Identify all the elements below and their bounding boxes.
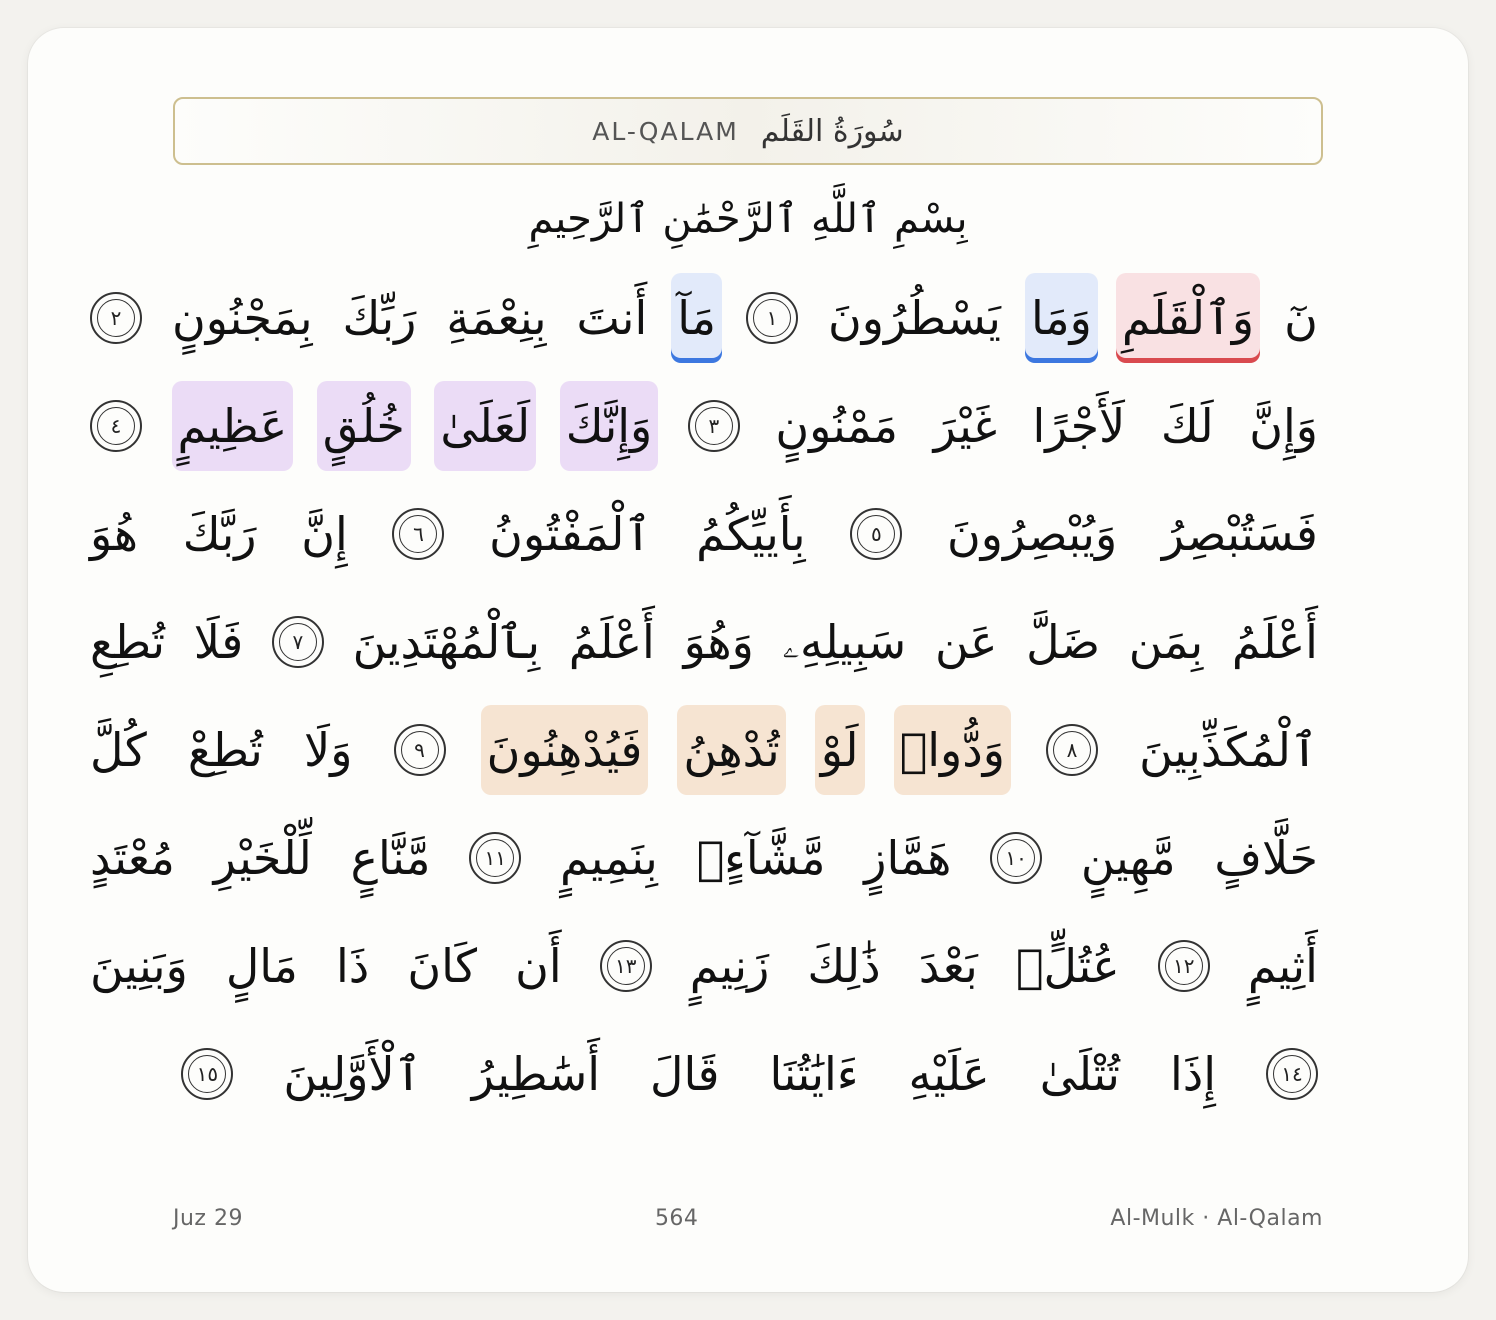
- highlighted-word[interactable]: وَمَا: [1025, 273, 1098, 364]
- quran-word[interactable]: ٱلْمَفْتُونُ: [489, 506, 652, 561]
- quran-word[interactable]: مَمْنُونٍ: [775, 398, 899, 453]
- verse-line: [84, 804, 1324, 912]
- quran-word[interactable]: أَعْلَمُ: [568, 614, 655, 669]
- mushaf-page: [28, 28, 1468, 1292]
- quran-word[interactable]: بِنَمِيمٍ: [560, 830, 658, 885]
- quran-word[interactable]: إِذَا: [1169, 1046, 1216, 1101]
- quran-word[interactable]: بَعْدَ: [918, 938, 978, 993]
- page-footer: [173, 1206, 1323, 1231]
- highlighted-word[interactable]: وَدُّوا۟: [894, 705, 1011, 796]
- quran-word[interactable]: كَانَ: [407, 938, 478, 993]
- quran-word[interactable]: رَبَّكَ: [182, 506, 257, 561]
- quran-word[interactable]: حَلَّافٍ: [1214, 830, 1318, 885]
- quran-word[interactable]: قَالَ: [650, 1046, 720, 1101]
- ayah-number-marker[interactable]: ٨: [1046, 724, 1098, 776]
- quran-word[interactable]: كُلَّ: [90, 722, 147, 777]
- ayah-number-marker[interactable]: ٧: [272, 616, 324, 668]
- quran-word[interactable]: وَلَا: [303, 722, 353, 777]
- ayah-number-marker[interactable]: ١: [746, 292, 798, 344]
- ayah-number-marker[interactable]: ٣: [688, 400, 740, 452]
- quran-word[interactable]: يَسْطُرُونَ: [827, 290, 1001, 345]
- quran-word[interactable]: أَثِيمٍ: [1247, 938, 1318, 993]
- surah-name-latin: AL-QALAM: [592, 116, 739, 146]
- ayah-number-marker[interactable]: ١٤: [1266, 1048, 1318, 1100]
- quran-word[interactable]: فَلَا: [193, 614, 244, 669]
- quran-word[interactable]: بِٱلْمُهْتَدِينَ: [352, 614, 541, 669]
- surah-names: Al-Mulk · Al-Qalam: [1110, 1206, 1323, 1231]
- quran-word[interactable]: أَن: [515, 938, 562, 993]
- quran-word[interactable]: ذَا: [336, 938, 370, 993]
- quran-word[interactable]: سَبِيلِهِۦ: [782, 614, 907, 669]
- verse-line: [84, 588, 1324, 696]
- quran-word[interactable]: لَأَجْرًا: [1032, 398, 1126, 453]
- quran-word[interactable]: وَإِنَّ: [1249, 398, 1318, 453]
- quran-word[interactable]: بِأَييِّكُمُ: [696, 506, 806, 561]
- quran-word[interactable]: بِمَن: [1128, 614, 1204, 669]
- highlighted-word[interactable]: تُدْهِنُ: [677, 705, 785, 796]
- verse-line: [84, 696, 1324, 804]
- quran-word[interactable]: عُتُلٍّۭ: [1015, 938, 1120, 993]
- verse-line: [84, 480, 1324, 588]
- ayah-number-marker[interactable]: ٩: [394, 724, 446, 776]
- highlighted-word[interactable]: فَيُدْهِنُونَ: [481, 705, 649, 796]
- verse-line: [84, 912, 1324, 1020]
- quran-word[interactable]: مَالٍ: [225, 938, 298, 993]
- quran-word[interactable]: غَيْرَ: [933, 398, 997, 453]
- quran-word[interactable]: ضَلَّ: [1026, 614, 1101, 669]
- verse-lines: [84, 264, 1324, 1128]
- quran-word[interactable]: وَيُبْصِرُونَ: [947, 506, 1118, 561]
- quran-word[interactable]: أَعْلَمُ: [1231, 614, 1318, 669]
- quran-word[interactable]: لِّلْخَيْرِ: [213, 830, 312, 885]
- quran-word[interactable]: إِنَّ: [301, 506, 348, 561]
- ayah-number-marker[interactable]: ١٣: [600, 940, 652, 992]
- quran-word[interactable]: عَلَيْهِ: [908, 1046, 990, 1101]
- quran-word[interactable]: مَّشَّآءٍۭ: [696, 830, 826, 885]
- quran-word[interactable]: بِمَجْنُونٍ: [172, 290, 313, 345]
- quran-word[interactable]: بِنِعْمَةِ: [446, 290, 547, 345]
- highlighted-word[interactable]: لَوْ: [815, 705, 865, 796]
- highlighted-word[interactable]: مَآ: [671, 273, 722, 364]
- highlighted-word[interactable]: عَظِيمٍ: [172, 381, 294, 472]
- quran-word[interactable]: تُطِعِ: [90, 614, 166, 669]
- verse-line: [84, 372, 1324, 480]
- juz-label: Juz 29: [173, 1206, 243, 1231]
- quran-word[interactable]: فَسَتُبْصِرُ: [1161, 506, 1318, 561]
- highlighted-word[interactable]: خُلُقٍ: [317, 381, 411, 472]
- quran-word[interactable]: ذَٰلِكَ: [807, 938, 881, 993]
- quran-word[interactable]: مُعْتَدٍ: [90, 830, 175, 885]
- quran-word[interactable]: وَبَنِينَ: [90, 938, 188, 993]
- quran-word[interactable]: عَن: [934, 614, 998, 669]
- quran-word[interactable]: ءَايَٰتُنَا: [769, 1046, 859, 1101]
- ayah-number-marker[interactable]: ١٢: [1158, 940, 1210, 992]
- ayah-number-marker[interactable]: ٥: [850, 508, 902, 560]
- quran-word[interactable]: رَبِّكَ: [342, 290, 417, 345]
- quran-word[interactable]: مَّنَّاعٍ: [350, 830, 431, 885]
- ayah-number-marker[interactable]: ٦: [392, 508, 444, 560]
- surah-name-arabic: سُورَةُ القَلَم: [760, 113, 904, 149]
- quran-word[interactable]: ٱلْمُكَذِّبِينَ: [1139, 722, 1318, 777]
- quran-word[interactable]: وَهُوَ: [683, 614, 754, 669]
- highlighted-word[interactable]: وَٱلْقَلَمِ: [1116, 273, 1260, 364]
- ayah-number-marker[interactable]: ١٥: [181, 1048, 233, 1100]
- verse-line: [84, 1020, 1324, 1128]
- quran-word[interactable]: هُوَ: [90, 506, 139, 561]
- quran-word[interactable]: نٓ: [1284, 290, 1318, 345]
- quran-word[interactable]: ٱلْأَوَّلِينَ: [283, 1046, 422, 1101]
- page-number: 564: [654, 1206, 699, 1231]
- quran-word[interactable]: تُطِعْ: [187, 722, 263, 777]
- quran-word[interactable]: هَمَّازٍ: [864, 830, 952, 885]
- ayah-number-marker[interactable]: ٤: [90, 400, 142, 452]
- quran-word[interactable]: أَنتَ: [576, 290, 648, 345]
- quran-word[interactable]: زَنِيمٍ: [689, 938, 770, 993]
- ayah-number-marker[interactable]: ٢: [90, 292, 142, 344]
- quran-word[interactable]: لَكَ: [1160, 398, 1214, 453]
- quran-word[interactable]: مَّهِينٍ: [1080, 830, 1176, 885]
- ayah-number-marker[interactable]: ١٠: [990, 832, 1042, 884]
- ayah-number-marker[interactable]: ١١: [469, 832, 521, 884]
- quran-word[interactable]: أَسَٰطِيرُ: [471, 1046, 601, 1101]
- highlighted-word[interactable]: لَعَلَىٰ: [434, 381, 536, 472]
- quran-word[interactable]: تُتْلَىٰ: [1039, 1046, 1120, 1101]
- basmala: بِسْمِ ٱللَّهِ ٱلرَّحْمَٰنِ ٱلرَّحِيمِ: [528, 196, 968, 242]
- highlighted-word[interactable]: وَإِنَّكَ: [560, 381, 659, 472]
- verse-line: [84, 264, 1324, 372]
- surah-header: [173, 97, 1323, 165]
